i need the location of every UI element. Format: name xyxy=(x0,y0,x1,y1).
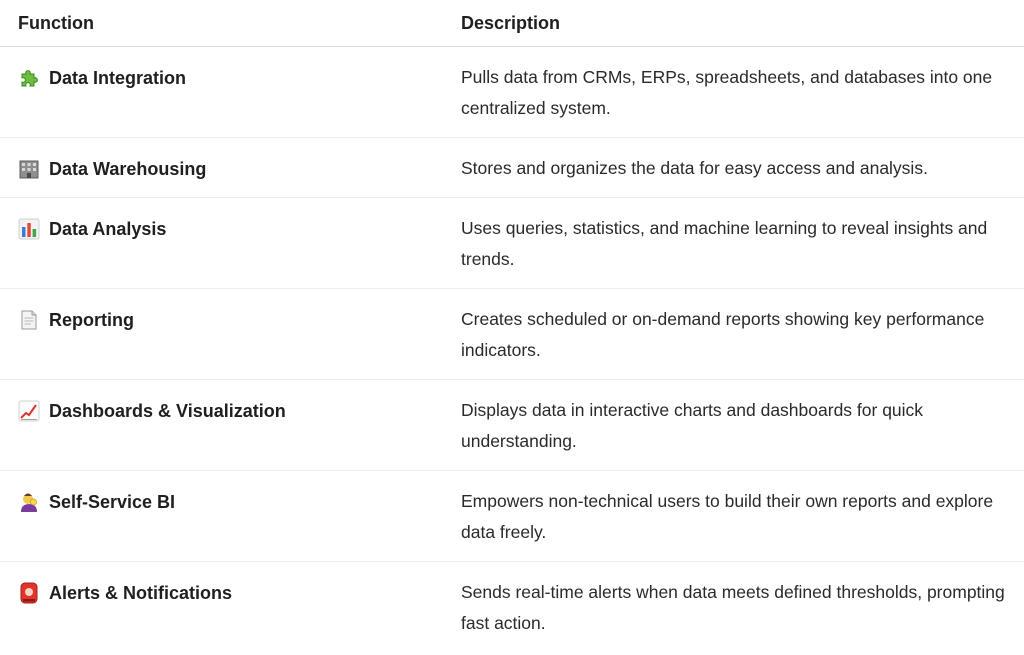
description-text: Pulls data from CRMs, ERPs, spreadsheets, and databases into one centralized system. xyxy=(461,67,993,118)
function-label: Alerts & Notifications xyxy=(49,582,233,603)
description-cell xyxy=(461,198,1024,289)
description-text: Creates scheduled or on-demand reports showing key performance indicators. xyxy=(461,309,985,360)
description-cell xyxy=(461,47,1024,138)
function-label: Reporting xyxy=(49,309,134,330)
function-cell xyxy=(0,47,461,138)
table-row xyxy=(0,380,1024,471)
function-label: Data Warehousing xyxy=(49,158,207,179)
table-header-row xyxy=(0,0,1024,47)
description-text: Empowers non-technical users to build their own reports and explore data freely. xyxy=(461,491,994,542)
function-cell xyxy=(0,380,461,471)
table-row xyxy=(0,138,1024,198)
chart-increasing-icon xyxy=(18,400,40,422)
description-cell xyxy=(461,289,1024,380)
table-row xyxy=(0,562,1024,653)
function-cell xyxy=(0,289,461,380)
table-row xyxy=(0,198,1024,289)
description-cell xyxy=(461,471,1024,562)
function-cell xyxy=(0,198,461,289)
alarm-siren-icon xyxy=(18,582,40,604)
description-text: Uses queries, statistics, and machine learning to reveal insights and trends. xyxy=(461,218,988,269)
table-row xyxy=(0,289,1024,380)
description-cell xyxy=(461,380,1024,471)
bar-chart-icon xyxy=(18,218,40,240)
function-cell xyxy=(0,138,461,198)
description-column-header: Description xyxy=(461,0,1024,47)
table-row xyxy=(0,47,1024,138)
description-cell xyxy=(461,138,1024,198)
function-column-header: Function xyxy=(0,0,461,47)
page-document-icon xyxy=(18,309,40,331)
description-text: Stores and organizes the data for easy access and analysis. xyxy=(461,158,928,178)
function-label: Data Integration xyxy=(49,67,187,88)
description-text: Sends real-time alerts when data meets defined thresholds, prompting fast action. xyxy=(461,582,1005,633)
office-building-icon xyxy=(18,158,40,180)
function-label: Self-Service BI xyxy=(49,491,176,512)
description-text: Displays data in interactive charts and dashboards for quick understanding. xyxy=(461,400,924,451)
function-cell xyxy=(0,471,461,562)
description-cell xyxy=(461,562,1024,653)
function-label: Data Analysis xyxy=(49,218,167,239)
person-with-bulb-icon xyxy=(18,491,40,513)
function-label: Dashboards & Visualization xyxy=(49,400,286,421)
table-row xyxy=(0,471,1024,562)
puzzle-piece-icon xyxy=(18,67,40,89)
function-cell xyxy=(0,562,461,653)
